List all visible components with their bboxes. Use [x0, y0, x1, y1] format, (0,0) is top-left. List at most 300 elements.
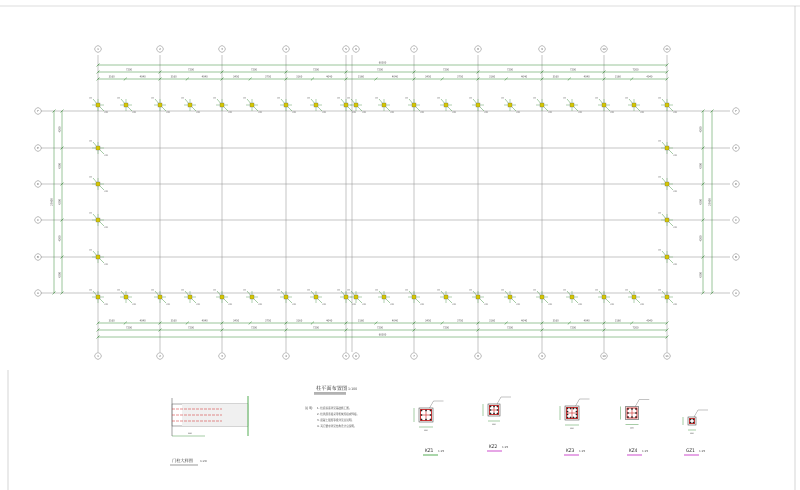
column-label: KZ1	[673, 112, 678, 114]
column-bottom	[344, 295, 348, 299]
section-kz2-dim-text: 400	[492, 424, 496, 426]
column-label: KZ1	[673, 264, 678, 266]
axis-label-col: 9	[541, 47, 543, 52]
column-label: KZ1	[322, 304, 327, 306]
dim-sub-bottom-text: 3160	[108, 319, 115, 323]
dim-sub-top-text: 4040	[139, 75, 146, 79]
dim-bays-top-text: 7200	[376, 68, 384, 72]
column-top	[508, 103, 512, 107]
axis-label-row: F	[735, 109, 737, 114]
dim-sub-bottom-text: 4040	[583, 319, 590, 323]
column-dim-label: 200	[437, 290, 441, 292]
dim-sub-bottom-text: 3450	[233, 319, 240, 323]
section-label-gz1: GZ1	[686, 448, 695, 453]
column-label: KZ1	[578, 112, 583, 114]
column-top	[314, 103, 318, 107]
axis-label-row: C	[735, 218, 737, 223]
column-label: KZ1	[104, 155, 109, 157]
section-kz3-rebar	[576, 411, 578, 413]
column-label: KZ1	[390, 112, 395, 114]
column-label: KZ1	[610, 304, 615, 306]
axis-label-col: 11	[665, 354, 669, 359]
dim-rows-right-text: 4200	[699, 271, 703, 279]
axis-label-col: 8	[477, 354, 479, 359]
section-kz4-rebar	[631, 416, 633, 418]
dim-bays-top-text: 7200	[632, 68, 639, 72]
dim-bays-top-text: 7200	[442, 68, 450, 72]
axis-label-col: 7	[413, 354, 415, 359]
section-kz3-dim-text: 400	[570, 428, 574, 430]
column-label: KZ1	[484, 112, 489, 114]
section-kz1-leader	[430, 401, 434, 408]
section-kz1-rebar	[421, 410, 423, 412]
column-label: KZ1	[352, 304, 357, 306]
section-kz2-rebar	[490, 406, 492, 408]
dim-sub-top-text: 4040	[201, 75, 208, 79]
dim-bays-top-text: 7200	[506, 68, 514, 72]
column-dim-label: 200	[277, 98, 281, 100]
axis-label-col: 1	[97, 354, 99, 359]
column-label: KZ1	[322, 112, 327, 114]
section-label-kz3: KZ3	[566, 448, 575, 453]
axis-label-col: 3	[221, 354, 223, 359]
column-label: KZ1	[548, 304, 553, 306]
note-line-3: 3. 混凝土强度等级详见总说明。	[317, 419, 355, 422]
axis-label-row: C	[37, 218, 39, 223]
axis-bubbles	[35, 46, 739, 359]
section-kz2-leader	[497, 397, 501, 404]
column-label: KZ1	[228, 112, 233, 114]
dim-sub-top-text: 4040	[521, 75, 528, 79]
column-dim-label: 200	[117, 98, 121, 100]
column-dim-label: 200	[89, 98, 93, 100]
section-kz4-dim-text: 400	[630, 427, 634, 430]
column-bottom	[540, 295, 544, 299]
column-dim-label: 200	[151, 98, 155, 100]
dim-sub-top-text: 3160	[170, 75, 177, 79]
column-label: KZ1	[452, 112, 457, 114]
axis-label-col: 5	[345, 47, 347, 52]
dim-sub-top-text: 3160	[108, 75, 115, 79]
axis-label-row: E	[735, 146, 737, 151]
section-kz3-rebar	[570, 408, 572, 410]
note-line-2: 2. 柱纵筋连接采用机械连接或焊接。	[317, 413, 360, 416]
column-label: KZ1	[196, 112, 201, 114]
section-kz1-rebar	[430, 410, 432, 412]
column-dim-label: 200	[625, 290, 629, 292]
column-left	[96, 146, 100, 150]
column-top	[570, 103, 574, 107]
column-top	[382, 103, 386, 107]
column-top	[602, 103, 606, 107]
note-line-1: 1. 柱底标高详见基础施工图。	[317, 407, 352, 410]
section-kz4-leader	[635, 400, 639, 407]
column-bottom	[412, 295, 416, 299]
column-label: KZ1	[673, 155, 678, 157]
dim-bays-bottom-text: 7200	[569, 326, 577, 330]
column-bottom	[220, 295, 224, 299]
column-bottom	[124, 295, 128, 299]
dim-total-right-text: 25600	[708, 198, 712, 206]
section-gz1-rebar	[693, 422, 695, 424]
section-kz3-rebar	[570, 417, 572, 419]
detail-scale: 1:20	[200, 459, 207, 463]
column-bottom	[250, 295, 254, 299]
column-dim-label: 200	[151, 290, 155, 292]
dim-rows-left-text: 4200	[58, 271, 62, 279]
section-kz3-rebar	[567, 414, 569, 416]
column-dim-label: 200	[658, 213, 662, 215]
column-top	[412, 103, 416, 107]
dim-sub-top-text: 4040	[391, 75, 399, 79]
column-label: KZ1	[166, 304, 171, 306]
section-kz1-rebar	[425, 419, 427, 421]
column-dim-label: 200	[595, 98, 599, 100]
column-dim-label: 200	[595, 290, 599, 292]
dim-rows-right-text: 4200	[699, 162, 703, 170]
column-dim-label: 200	[277, 290, 281, 292]
axis-label-row: F	[37, 109, 39, 114]
column-dim-label: 200	[625, 98, 629, 100]
plan-title-scale: 1:100	[348, 387, 358, 391]
column-label: KZ1	[228, 304, 233, 306]
column-bottom	[602, 295, 606, 299]
axis-label-col: 1	[97, 47, 99, 52]
column-label: KZ1	[104, 227, 109, 229]
column-label: KZ1	[578, 304, 583, 306]
column-bottom	[665, 295, 669, 299]
section-scale-kz2: 1:25	[502, 445, 509, 449]
axis-label-row: E	[37, 146, 39, 151]
dim-rows-left-text: 4200	[58, 126, 62, 133]
section-kz3-rebar	[573, 417, 575, 419]
dim-sub-top-text: 4040	[326, 75, 333, 79]
column-label: KZ1	[420, 304, 425, 306]
dim-bays-top-text: 7200	[312, 68, 320, 72]
column-label: KZ1	[104, 304, 109, 306]
column-label: KZ1	[362, 112, 367, 114]
axis-label-col: 2	[159, 47, 161, 52]
dim-sub-top-text: 3450	[425, 75, 432, 79]
dim-bays-top-text: 7200	[250, 68, 258, 72]
column-dim-label: 200	[337, 98, 341, 100]
column-label: KZ1	[548, 112, 553, 114]
column-bottom	[508, 295, 512, 299]
column-dim-label: 200	[563, 290, 567, 292]
section-kz2-rebar	[493, 413, 495, 415]
dim-sub-bottom-text: 3160	[296, 319, 303, 323]
column-dim-label: 200	[243, 98, 247, 100]
detail-title: 门柱大样图	[172, 458, 193, 463]
lower-details	[172, 396, 708, 455]
column-dim-label: 200	[213, 290, 217, 292]
column-bottom	[476, 295, 480, 299]
column-bottom	[632, 295, 636, 299]
dim-sub-top-text: 3160	[614, 75, 621, 79]
dim-sub-top-text: 4040	[583, 75, 590, 79]
column-dim-label: 200	[347, 98, 351, 100]
dim-bays-bottom-text: 7200	[312, 326, 320, 330]
column-top	[124, 103, 128, 107]
column-label: KZ1	[673, 191, 678, 193]
dim-sub-top-text: 4040	[646, 75, 653, 79]
dim-sub-bottom-text: 4040	[646, 319, 653, 323]
column-bottom	[158, 295, 162, 299]
column-bottom	[354, 295, 358, 299]
dim-sub-bottom-text: 3160	[170, 319, 177, 323]
dim-sub-bottom-text: 3160	[357, 319, 365, 323]
dim-sub-top-text: 3450	[233, 75, 240, 79]
column-bottom	[570, 295, 574, 299]
column-dim-label: 200	[307, 98, 311, 100]
dim-sub-bottom-text: 3160	[489, 319, 496, 323]
dim-sub-bottom-text: 4040	[139, 319, 146, 323]
section-gz1-rebar	[690, 419, 692, 421]
section-scale-gz1: 1:25	[699, 449, 706, 453]
column-dim-label: 200	[375, 290, 379, 292]
section-kz3-rebar	[576, 417, 578, 419]
section-scale-kz4: 1:25	[642, 449, 649, 453]
column-top	[665, 103, 669, 107]
column-dim-label: 200	[89, 141, 93, 143]
dim-rows-right-text: 4200	[699, 198, 703, 206]
dim-sub-bottom-text: 3750	[457, 319, 464, 323]
column-top	[354, 103, 358, 107]
section-gz1-rebar	[693, 419, 695, 421]
section-scale-kz3: 1:25	[579, 449, 586, 453]
section-scale-kz1: 1:25	[438, 449, 445, 453]
column-bottom	[382, 295, 386, 299]
axis-label-col: 4	[285, 47, 287, 52]
column-label: KZ1	[610, 112, 615, 114]
column-dim-label: 200	[375, 98, 379, 100]
section-kz4-rebar	[635, 416, 637, 418]
column-label: KZ1	[104, 191, 109, 193]
section-gz1-rebar	[690, 422, 692, 424]
column-dim-label: 200	[533, 98, 537, 100]
column-dim-label: 200	[501, 290, 505, 292]
section-kz3-rebar	[573, 408, 575, 410]
section-kz1-rebar	[430, 414, 432, 416]
axis-label-row: D	[734, 182, 738, 187]
axis-label-col: 6	[355, 354, 357, 359]
dim-sub-top-text: 3750	[265, 75, 272, 79]
section-gz1-dim-text: 400	[690, 433, 694, 435]
column-dim-label: 200	[347, 290, 351, 292]
column-label: KZ1	[452, 304, 457, 306]
column-bottom	[314, 295, 318, 299]
column-dim-label: 200	[117, 290, 121, 292]
axis-label-row: B	[735, 255, 737, 260]
column-top	[632, 103, 636, 107]
dim-sub-bottom-text: 4040	[391, 319, 399, 323]
column-top	[250, 103, 254, 107]
section-kz1-rebar	[430, 419, 432, 421]
dim-sub-bottom-text: 3160	[552, 319, 559, 323]
dim-total-top-text: 60300	[378, 61, 387, 65]
axis-grid	[40, 55, 730, 352]
section-kz1-rebar	[425, 410, 427, 412]
axis-label-row: D	[36, 182, 40, 187]
section-kz4-rebar	[627, 412, 629, 414]
section-kz2-rebar	[497, 413, 499, 415]
column-label: KZ1	[104, 112, 109, 114]
section-label-kz1: KZ1	[425, 448, 434, 453]
column-label: KZ1	[292, 304, 297, 306]
column-dim-label: 200	[533, 290, 537, 292]
section-kz1-rebar	[421, 414, 423, 416]
section-gz1-leader	[694, 410, 698, 417]
column-top	[284, 103, 288, 107]
column-right	[665, 182, 669, 186]
section-label-kz4: KZ4	[629, 448, 638, 453]
column-label: KZ1	[258, 304, 263, 306]
axis-label-row: A	[37, 291, 39, 296]
plan-title: 柱平面布置图	[316, 386, 348, 392]
column-dim-label: 200	[89, 250, 93, 252]
section-kz4-rebar	[635, 408, 637, 410]
column-label: KZ1	[292, 112, 297, 114]
dim-bays-bottom-text: 7200	[506, 326, 514, 330]
dim-bays-top-text: 7200	[569, 68, 577, 72]
dim-bays-bottom-text: 7200	[376, 326, 384, 330]
section-kz2-rebar	[493, 406, 495, 408]
dim-sub-bottom-text: 3750	[265, 319, 272, 323]
column-label: KZ1	[196, 304, 201, 306]
column-dim-label: 200	[469, 98, 473, 100]
column-label: KZ1	[640, 304, 645, 306]
column-label: KZ1	[673, 227, 678, 229]
column-label: KZ1	[516, 304, 521, 306]
dim-sub-bottom-text: 4040	[521, 319, 528, 323]
column-dim-label: 200	[89, 213, 93, 215]
notes-label: 说 明：	[305, 406, 315, 410]
dim-sub-top-text: 3160	[296, 75, 303, 79]
column-dim-label: 200	[181, 98, 185, 100]
column-dim-label: 200	[243, 290, 247, 292]
axis-label-col: 7	[413, 47, 415, 52]
column-right	[665, 255, 669, 259]
axis-label-row: B	[37, 255, 39, 260]
column-left	[96, 182, 100, 186]
section-kz3-leader	[576, 399, 580, 406]
dim-sub-bottom-text: 3450	[425, 319, 432, 323]
column-dim-label: 200	[658, 177, 662, 179]
column-dim-label: 200	[658, 250, 662, 252]
dim-bays-bottom-text: 7200	[125, 326, 133, 330]
section-kz3-rebar	[576, 414, 578, 416]
column-dim-label: 200	[563, 98, 567, 100]
axis-label-col: 3	[221, 47, 223, 52]
dim-rows-left-text: 4200	[58, 198, 62, 206]
column-top	[96, 103, 100, 107]
column-dim-label: 200	[658, 141, 662, 143]
column-right	[665, 218, 669, 222]
dim-bays-bottom-text: 7200	[250, 326, 258, 330]
section-kz1-rebar	[421, 419, 423, 421]
column-dim-label: 200	[658, 98, 662, 100]
column-left	[96, 255, 100, 259]
note-line-4: 4. 其它要求详见结构设计总说明。	[317, 425, 357, 428]
section-kz4-rebar	[635, 412, 637, 414]
dim-sub-top-text: 3750	[457, 75, 464, 79]
column-dim-label: 200	[307, 290, 311, 292]
dim-sub-bottom-text: 4040	[201, 319, 208, 323]
section-kz4-rebar	[627, 416, 629, 418]
detail-dim-text: 600	[188, 433, 192, 435]
column-label: KZ1	[166, 112, 171, 114]
section-kz2-rebar	[490, 413, 492, 415]
dim-total-left-text: 25600	[50, 198, 54, 206]
column-dim-label: 200	[501, 98, 505, 100]
column-dim-label: 200	[89, 177, 93, 179]
dim-bays-top-text: 7200	[187, 68, 195, 72]
column-dim-label: 200	[469, 290, 473, 292]
column-label: KZ1	[132, 304, 137, 306]
column-bottom	[284, 295, 288, 299]
axis-label-col: 4	[285, 354, 287, 359]
section-kz3-rebar	[567, 408, 569, 410]
column-markers	[89, 98, 678, 307]
column-label: KZ1	[640, 112, 645, 114]
axis-label-col: 5	[345, 354, 347, 359]
section-kz3-rebar	[567, 411, 569, 413]
section-kz2-rebar	[490, 409, 492, 411]
column-dim-label: 200	[89, 290, 93, 292]
column-label: KZ1	[516, 112, 521, 114]
column-label: KZ1	[352, 112, 357, 114]
column-dim-label: 200	[181, 290, 185, 292]
column-dim-label: 200	[405, 290, 409, 292]
section-kz3-rebar	[567, 417, 569, 419]
column-bottom	[96, 295, 100, 299]
column-dim-label: 200	[658, 290, 662, 292]
dim-rows-left-text: 4200	[58, 162, 62, 170]
dim-rows-left-text: 4200	[58, 235, 62, 242]
axis-label-col: 8	[477, 47, 479, 52]
column-label: KZ1	[104, 264, 109, 266]
dim-sub-top-text: 3160	[489, 75, 496, 79]
column-dim-label: 200	[337, 290, 341, 292]
column-bottom	[444, 295, 448, 299]
dim-bays-bottom-text: 7200	[442, 326, 450, 330]
dim-bays-top-text: 7200	[125, 68, 133, 72]
dim-bays-bottom-text: 7200	[632, 326, 639, 330]
column-label: KZ1	[420, 112, 425, 114]
column-top	[158, 103, 162, 107]
column-label: KZ1	[362, 304, 367, 306]
section-kz4-rebar	[631, 408, 633, 410]
dim-sub-bottom-text: 4040	[326, 319, 333, 323]
axis-label-col: 10	[602, 47, 606, 52]
column-top	[444, 103, 448, 107]
column-dim-label: 200	[405, 98, 409, 100]
axis-label-col: 2	[159, 354, 161, 359]
column-label: KZ1	[132, 112, 137, 114]
column-label: KZ1	[258, 112, 263, 114]
column-top	[344, 103, 348, 107]
section-kz2-rebar	[497, 409, 499, 411]
column-top	[220, 103, 224, 107]
column-label: KZ1	[390, 304, 395, 306]
column-dim-label: 200	[437, 98, 441, 100]
section-kz2-rebar	[497, 406, 499, 408]
axis-label-col: 9	[541, 354, 543, 359]
axis-label-col: 10	[602, 354, 606, 359]
dim-bays-bottom-text: 7200	[187, 326, 195, 330]
column-right	[665, 146, 669, 150]
dim-sub-bottom-text: 3160	[614, 319, 621, 323]
